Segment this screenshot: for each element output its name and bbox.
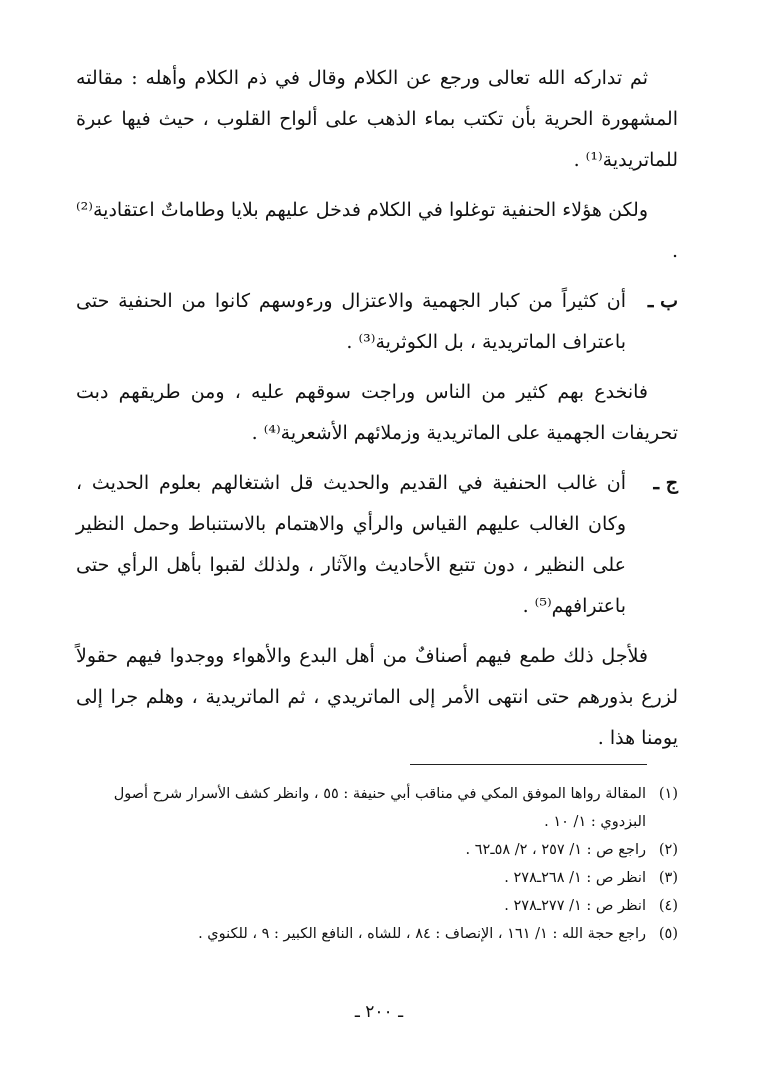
footnote-number: (٣) xyxy=(658,870,678,886)
footnote-number: (٤) xyxy=(658,898,678,914)
item-text: أن غالب الحنفية في القديم والحديث قل اشتغالهم بعلوم الحديث ، وكان الغالب عليهم القياس والرأي والاهتمام بالاستنباط وحمل النظير على النظير ، دون تتبع الأحاديث والآثار ، ولذلك لقبوا بأهل الرأي حتى باعترافهم⁽⁵⁾ . xyxy=(76,472,626,617)
footnote-number: (٥) xyxy=(658,926,678,942)
footnote xyxy=(76,920,678,948)
paragraph: ولكن هؤلاء الحنفية توغلوا في الكلام فدخل عليهم بلايا وطاماتٌ اعتقادية⁽²⁾ . xyxy=(76,199,678,262)
main-text xyxy=(76,58,678,759)
footnote-text: راجع حجة الله : ١/ ١٦١ ، الإنصاف : ٨٤ ، للشاه ، النافع الكبير : ٩ ، للكنوي . xyxy=(198,926,646,942)
footnote-number: (٢) xyxy=(658,842,678,858)
page-number: ـ ٢٠٠ ـ xyxy=(354,1002,404,1022)
item-letter: ج ـ xyxy=(653,472,678,494)
footnote-text: انظر ص : ١/ ٢٦٨ـ٢٧٨ . xyxy=(504,870,646,886)
paragraph: ثم تداركه الله تعالى ورجع عن الكلام وقال في ذم الكلام وأهله : مقالته المشهورة الحرية بأن تكتب بماء الذهب على ألواح القلوب ، حيث فيها عبرة للماتريدية⁽¹⁾ . xyxy=(76,67,678,171)
paragraph: فلأجل ذلك طمع فيهم أصنافٌ من أهل البدع والأهواء ووجدوا فيهم حقولاً لزرع بذورهم حتى انتهى الأمر إلى الماتريدي ، ثم الماتريدية ، وهلم جرا إلى يومنا هذا . xyxy=(76,645,678,749)
item-text: أن كثيراً من كبار الجهمية والاعتزال ورءوسهم كانوا من الحنفية حتى باعتراف الماتريدية ، بل الكوثرية⁽³⁾ . xyxy=(76,290,626,353)
item-letter: ب ـ xyxy=(647,290,678,312)
footnote-text: انظر ص : ١/ ٢٧٧ـ٢٧٨ . xyxy=(504,898,646,914)
list-item-c xyxy=(76,463,678,627)
footnote xyxy=(76,836,678,864)
footnote-separator xyxy=(410,764,647,765)
footnote xyxy=(76,892,678,920)
footnote-text: راجع ص : ١/ ٢٥٧ ، ٢/ ٥٨ـ٦٢ . xyxy=(465,842,646,858)
paragraph: فانخدع بهم كثير من الناس وراجت سوقهم عليه ، ومن طريقهم دبت تحريفات الجهمية على الماتريدية وزملائهم الأشعرية⁽⁴⁾ . xyxy=(76,381,678,444)
list-item-b xyxy=(76,281,678,363)
footnotes xyxy=(76,780,678,948)
footnote xyxy=(76,864,678,892)
footnote-text: المقالة رواها الموفق المكي في مناقب أبي حنيفة : ٥٥ ، وانظر كشف الأسرار شرح أصول البزدوي : ١/ ١٠ . xyxy=(113,786,646,830)
footnote xyxy=(76,780,678,836)
footnote-number: (١) xyxy=(658,786,678,802)
